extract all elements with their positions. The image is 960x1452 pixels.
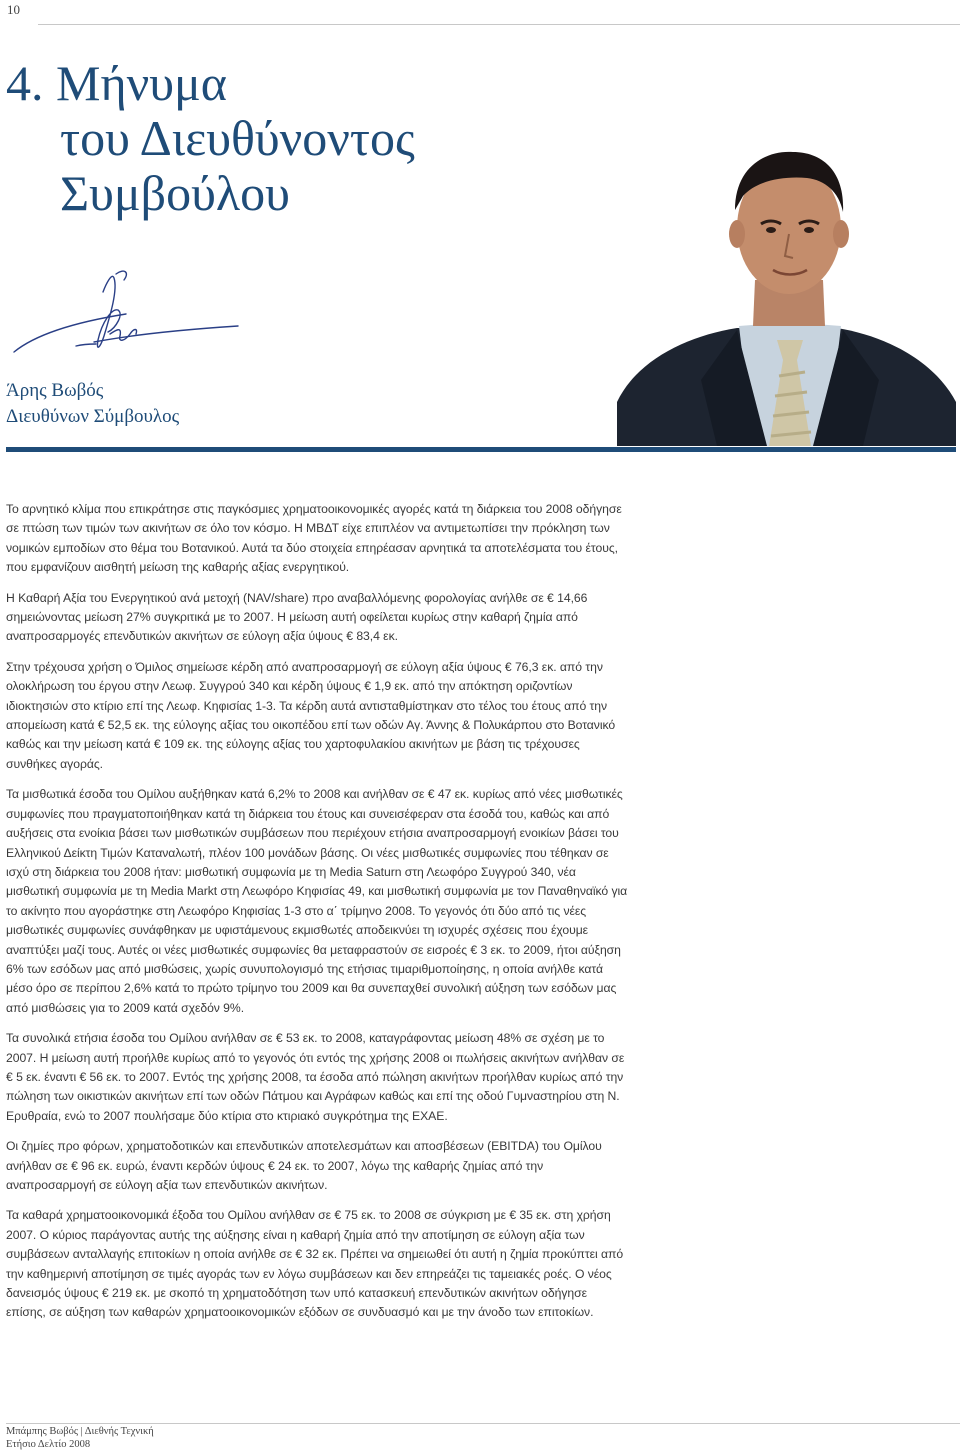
footer-report: Ετήσιο Δελτίο 2008	[6, 1439, 91, 1450]
signer-block	[6, 378, 179, 430]
paragraph: Τα καθαρά χρηματοοικονομικά έξοδα του Ομίλου ανήλθαν σε € 75 εκ. το 2008 σε σύγκριση με € 35 εκ. στη χρήση 2007. Ο κύριος παράγοντας αυτής της αύξησης είναι η καθαρή ζημία από την αποτίμηση σε εύλογη αξία των συμβάσεων ανταλλαγής επιτοκίων η οποία ανήλθε σε € 32 εκ. Πρέπει να σημειωθεί ότι αυτή η ζημία προκύπτει από την καθημερινή αποτίμηση σε τιμές αγοράς των εν λόγω συμβάσεων και δεν επηρεάζει τις ταμειακές ροές. Ο νέος δανεισμός ύψους € 219 εκ. με σκοπό τη χρηματοδότηση των υπό κατασκευή επενδυτικών ακινήτων οδήγησε επίσης, σε αύξηση των καθαρών χρηματοοικονομικών εξόδων σε συνδυασμό και με την άνοδο των επιτοκίων.	[6, 1208, 624, 1320]
section-divider	[6, 447, 956, 452]
page-title	[6, 56, 415, 221]
paragraph: Στην τρέχουσα χρήση ο Όμιλος σημείωσε κέρδη από αναπροσαρμογή σε εύλογη αξία ύψους € 76,3 εκ. από την ολοκλήρωση του έργου στην Λεωφ. Συγγρού 340 και κέρδη ύψους € 1,9 εκ. από την απόκτηση οριζοντίων ιδιοκτησιών στο κτίριο επί της Λεωφ. Κηφισίας 1-3. Τα κέρδη αυτά αντισταθμίστηκαν στο τέλος του έτους από την απομείωση κατά € 52,5 εκ. της εύλογης αξίας του οικοπέδου επί των οδών Αγ. Άννης & Πολυκάρπου στο Βοτανικό καθώς και την μείωση κατά € 109 εκ. της εύλογης αξίας του χαρτοφυλακίου ακινήτων με βάση τις τρέχουσες συνθήκες αγοράς.	[6, 659, 616, 771]
footer-divider	[6, 1423, 960, 1424]
signer-role: Διευθύνων Σύμβουλος	[6, 406, 180, 427]
page-footer	[6, 1425, 154, 1451]
footer-company: Μπάμπης Βωβός | Διεθνής Τεχνική	[6, 1426, 154, 1437]
paragraph: Η Καθαρή Αξία του Ενεργητικού ανά μετοχή (NAV/share) προ αναβαλλόμενης φορολογίας ανήλθε σε € 14,66 σημειώνοντας μείωση 27% συγκριτικά με το 2007. Η μείωση αυτή οφείλεται κυρίως στην καθαρή ζημία από αναπροσαρμογές επενδυτικών ακινήτων σε εύλογη αξία ύψους € 83,4 εκ.	[6, 590, 588, 644]
title-line-1: 4. Μήνυμα	[6, 55, 227, 111]
signer-name: Άρης Βωβός	[6, 380, 104, 401]
title-line-3: Συμβούλου	[60, 165, 290, 221]
letter-body	[6, 500, 628, 1334]
page-number: 10	[7, 2, 20, 17]
paragraph: Τα μισθωτικά έσοδα του Ομίλου αυξήθηκαν κατά 6,2% το 2008 και ανήλθαν σε € 47 εκ. κυρίως από νέες μισθωτικές συμφωνίες που πραγματοποιήθηκαν κατά τη διάρκεια του έτους και συνεισέφεραν στα έσοδά του, καθώς και από αυξήσεις στα ενοίκια βάσει των μισθωτικών συμβάσεων που περιέχουν ετήσια αναπροσαρμογή ενοικίων βάσει του Ελληνικού Δείκτη Τιμών Καταναλωτή, πλέον 100 μονάδων βάσης. Οι νέες μισθωτικές συμφωνίες που τέθηκαν σε ισχύ στη διάρκεια του 2008 ήταν: μισθωτική συμφωνία με τη Media Saturn στη Λεωφόρο Συγγρού 340, νέα μισθωτική συμφωνία με τη Media Markt στη Λεωφόρο Κηφισίας 49, και μισθωτική συμφωνία με τον Παναθηναϊκό για το ακίνητο που αγοράστηκε στη Λεωφόρο Κηφισίας 1-3 στο α΄ τρίμηνο 2008. Το γεγονός ότι δύο από τις νέες μισθωτικές συμφωνίες συνάφθηκαν με υφιστάμενους εκμισθωτές αποδεικνύει τη ισχυρές σχέσεις που έχουμε αναπτύξει μαζί τους. Αυτές οι νέες μισθωτικές συμφωνίες θα μεταφραστούν σε εισροές € 3 εκ. το 2009, ήτοι αύξηση 6% των εσόδων μας από μισθώσεις, χωρίς συνυπολογισμό της ετήσιας τιμαριθμοποίησης, η οποία ανήλθε κατά μέσο όρο σε περίπου 2,6% κατά το πρώτο τρίμηνο του 2009 και θα συνεπαχθεί συνολική αύξηση των εσόδων μας από μισθώσεις για το 2009 κατά σχεδόν 9%.	[6, 787, 628, 1015]
ceo-portrait-photo	[617, 140, 956, 446]
signature-image	[6, 264, 258, 382]
top-divider	[38, 24, 960, 25]
paragraph: Τα συνολικά ετήσια έσοδα του Ομίλου ανήλθαν σε € 53 εκ. το 2008, καταγράφοντας μείωση 48% σε σχέση με το 2007. Η μείωση αυτή προήλθε κυρίως από το γεγονός ότι εντός της χρήσης 2008 οι πωλήσεις ακινήτων ανήλθαν σε € 5 εκ. έναντι € 56 εκ. το 2007. Εντός της χρήσης 2008, τα έσοδα από πώληση ακινήτων προήλθαν κυρίως από την πώληση των οικιστικών ακινήτων επί των οδών Πάτμου και Αγράφων καθώς και επί της οδού Γυμναστηρίου στη Ν. Ερυθραία, ενώ το 2007 πουλήσαμε δύο κτίρια στο κτιριακό συγκρότημα της ΕΧΑΕ.	[6, 1031, 625, 1123]
paragraph: Το αρνητικό κλίμα που επικράτησε στις παγκόσμιες χρηματοοικονομικές αγορές κατά τη διάρκεια του 2008 οδήγησε σε πτώση των τιμών των ακινήτων σε όλο τον κόσμο. Η ΜΒΔΤ είχε επιπλέον να αντιμετωπίσει την πρόκληση των νομικών εμποδίων στο θέμα του Βοτανικού. Αυτά τα δύο στοιχεία επηρέασαν αρνητικά τα αποτελέσματα του έτους, που εμφανίζουν αισθητή μείωση της καθαρής αξίας ενεργητικού.	[6, 502, 622, 575]
paragraph: Οι ζημίες προ φόρων, χρηματοδοτικών και επενδυτικών αποτελεσμάτων και αποσβέσεων (EBITDA) του Ομίλου ανήλθαν σε € 96 εκ. ευρώ, έναντι κερδών ύψους € 24 εκ. το 2007, λόγω της καθαρής ζημίας από την αναπροσαρμογή σε εύλογη αξία των επενδυτικών ακινήτων.	[6, 1139, 602, 1192]
title-line-2: του Διευθύνοντος	[60, 110, 415, 166]
